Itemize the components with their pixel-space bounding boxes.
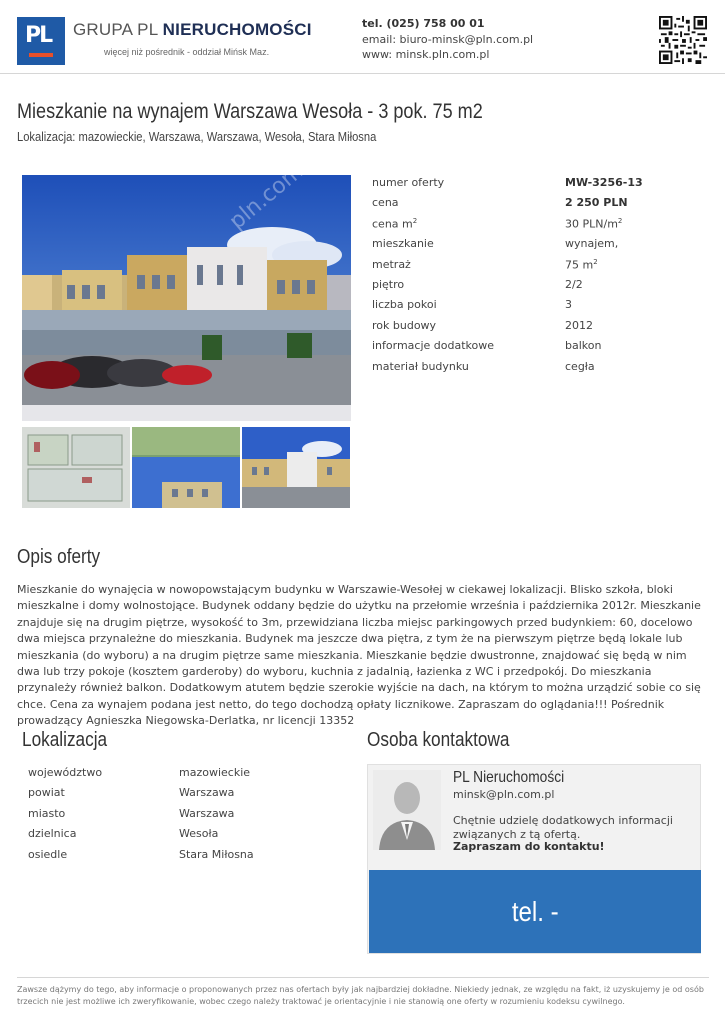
- param-value: 2012: [565, 318, 593, 332]
- location-value: mazowieckie: [179, 766, 251, 779]
- param-label: materiał budynku: [372, 359, 469, 373]
- location-label: dzielnica: [28, 827, 77, 841]
- contact-email[interactable]: minsk@pln.com.pl: [453, 788, 555, 801]
- thumbnail-1[interactable]: [22, 427, 130, 508]
- param-value: cegła: [565, 359, 595, 373]
- param-row: [366, 319, 706, 339]
- location-value: Stara Miłosna: [179, 847, 254, 861]
- param-label: numer oferty: [372, 176, 445, 189]
- location-row: [22, 766, 342, 786]
- param-label: piętro: [372, 277, 405, 291]
- location-row: [22, 827, 342, 847]
- location-row: [22, 807, 342, 827]
- location-label: województwo: [28, 766, 103, 779]
- brand-tagline: więcej niż pośrednik - oddział Mińsk Maz.: [104, 47, 270, 57]
- pl-logo-icon[interactable]: PL: [17, 17, 65, 65]
- param-row: [366, 217, 706, 237]
- person-avatar-icon: [373, 770, 441, 850]
- param-value: balkon: [565, 339, 602, 353]
- param-row: [366, 298, 706, 318]
- header-phone[interactable]: tel. (025) 758 00 01: [362, 17, 485, 30]
- location-row: [22, 786, 342, 806]
- param-label: informacje dodatkowe: [372, 339, 495, 353]
- building-thumbnail-image: [132, 427, 240, 508]
- floor-plan-thumbnail-image: [22, 427, 130, 508]
- param-value: wynajem,: [565, 237, 619, 251]
- param-value: 3: [565, 298, 572, 312]
- param-value: 2/2: [565, 277, 583, 291]
- brand-name[interactable]: GRUPA PL NIERUCHOMOŚCI: [73, 20, 312, 39]
- param-row: [366, 339, 706, 359]
- location-value: Warszawa: [179, 806, 235, 820]
- qr-code-icon: [659, 16, 707, 64]
- listing-location-line: Lokalizacja: mazowieckie, Warszawa, Warszawa, Wesoła, Stara Miłosna: [17, 129, 377, 144]
- param-row: [366, 176, 706, 196]
- location-value: Warszawa: [179, 786, 235, 800]
- location-heading: Lokalizacja: [22, 729, 108, 751]
- param-label: cena: [372, 196, 399, 210]
- param-value: 75 $m^2$: [565, 257, 598, 272]
- param-value: 2 250 PLN: [565, 196, 628, 210]
- parameters-table: [366, 176, 706, 380]
- param-label: cena $m^2$: [372, 216, 418, 231]
- param-row: [366, 360, 706, 380]
- building-thumbnail-image: [242, 427, 350, 508]
- location-table: [22, 766, 342, 868]
- contact-name: PL Nieruchomości: [453, 769, 565, 786]
- param-value: MW-3256-13: [565, 176, 643, 189]
- location-label: powiat: [28, 786, 65, 800]
- building-photo-image: [22, 175, 351, 421]
- thumbnail-3[interactable]: [242, 427, 350, 508]
- contact-info: Chętnie udzielę dodatkowych informacji związanych z tą ofertą.: [453, 814, 673, 841]
- footer-disclaimer: Zawsze dążymy do tego, aby informacje o proponowanych przez nas ofertach były jak najbardziej dokładne. Niekiedy jednak, ze względu na fakt, iż uzyskujemy je od osób trzecich nie jest możliwe ich zweryfikowanie, wobec czego należy traktować je orientacyjnie i nie stanowią one oferty w rozumieniu kodeksu cywilnego.: [17, 977, 709, 1008]
- param-row: [366, 237, 706, 257]
- header-website[interactable]: www: minsk.pln.com.pl: [362, 48, 490, 61]
- description-text: Mieszkanie do wynajęcia w nowopowstającym budynku w Warszawie-Wesołej w ciekawej lokalizacji. Blisko szkoła, bloki mieszkalne i domy wolnostojące. Budynek oddany będzie do użytku na przełomie września i października 2012r. Mieszkanie znajduje się na drugim piętrze, wysokość to 3m, przewidziana liczba miejsc parkingowych przed budynkiem: 60, docelowo dwa miejsca przynależne do mieszkania. Budynek ma jeszcze dwa piętra, z tym że na pierwszym piętrze będą lokale lub mieszkania (do wyboru) a na drugim piętrze same mieszkania. Mieszkanie będzie dwustronne, znajdować się będą w nim dwa lub trzy pokoje (kosztem garderoby) do wyboru, kuchnia z jadalnią, łazienka z WC i przedpokój. Do mieszkania przynależy również balkon. Dodatkowym atutem będzie szerokie wyjście na dach, na którym to można urządzić sobie co się chce. Cena za wynajem podana jest netto, do tego dochodzą opłaty licznikowe. Zapraszam do oglądania!!! Pośrednik prowadzący Agnieszka Niegowska-Derlatka, nr licencji 13352: [17, 583, 701, 728]
- param-label: mieszkanie: [372, 237, 434, 251]
- contact-cta: Zapraszam do kontaktu!: [453, 840, 605, 853]
- location-value: Wesoła: [179, 827, 219, 841]
- param-label: metraż: [372, 257, 411, 271]
- contact-card: [367, 764, 701, 954]
- location-label: miasto: [28, 806, 66, 820]
- param-label: liczba pokoi: [372, 298, 437, 312]
- contact-heading: Osoba kontaktowa: [367, 729, 510, 751]
- phone-button[interactable]: tel. -: [369, 870, 701, 953]
- page-header: [0, 0, 725, 74]
- header-email[interactable]: email: biuro-minsk@pln.com.pl: [362, 33, 534, 46]
- thumbnail-2[interactable]: [132, 427, 240, 508]
- param-label: rok budowy: [372, 318, 437, 332]
- description-heading: Opis oferty: [17, 546, 101, 568]
- location-label: osiedle: [28, 847, 68, 861]
- param-value: 30 PLN/$m^2$: [565, 216, 623, 231]
- main-photo[interactable]: [22, 175, 351, 421]
- param-row: [366, 278, 706, 298]
- param-row: [366, 258, 706, 278]
- param-row: [366, 196, 706, 216]
- location-row: [22, 848, 342, 868]
- listing-title: Mieszkanie na wynajem Warszawa Wesoła - 3 pok. 75 m2: [17, 100, 483, 123]
